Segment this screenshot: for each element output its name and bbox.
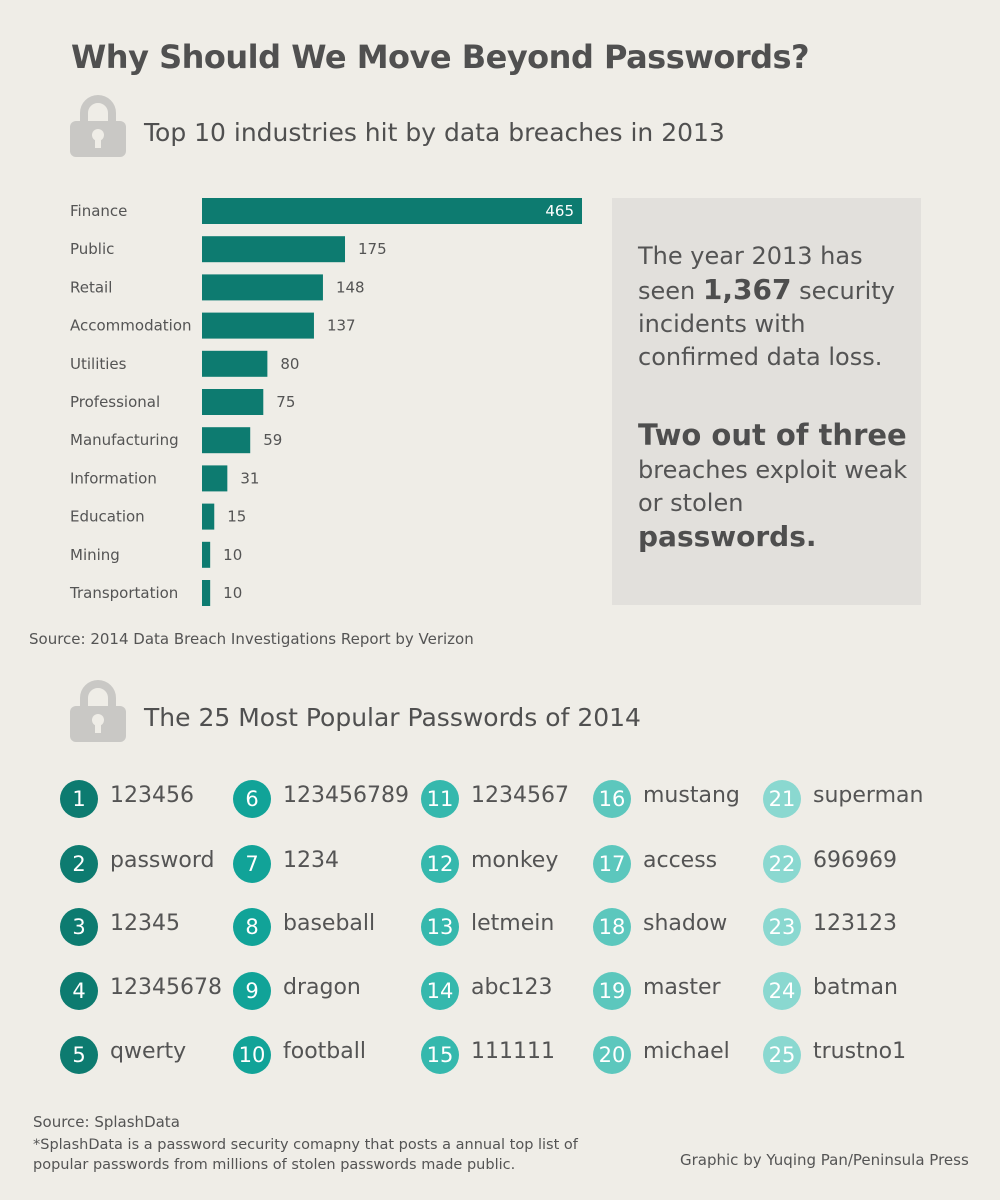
password-text: mustang (643, 783, 740, 808)
lock-icon (70, 95, 126, 159)
lock-icon (70, 680, 126, 744)
bar (202, 313, 314, 339)
password-text: trustno1 (813, 1039, 907, 1064)
section-title-industries: Top 10 industries hit by data breaches in 2013 (144, 118, 725, 147)
callout-line2-mid: breaches exploit weak or stolen (638, 456, 908, 517)
rank-badge: 18 (593, 908, 631, 946)
data-label: 31 (240, 469, 260, 488)
bar (202, 427, 250, 453)
rank-badge: 10 (233, 1036, 271, 1074)
bar (202, 198, 582, 224)
data-label: 465 (545, 202, 574, 220)
rank-badge: 23 (763, 908, 801, 946)
data-label: 75 (276, 393, 296, 411)
password-text: 1234 (283, 848, 339, 873)
rank-badge: 19 (593, 972, 631, 1010)
rank-badge: 11 (421, 780, 459, 818)
password-text: letmein (471, 911, 555, 936)
password-text: 123456789 (283, 783, 409, 808)
data-label: 15 (227, 507, 247, 526)
category-label: Public (70, 240, 115, 259)
category-label: Information (70, 469, 157, 488)
rank-badge: 1 (60, 780, 98, 818)
category-label: Manufacturing (70, 431, 179, 450)
password-list (60, 780, 960, 1100)
password-text: qwerty (110, 1039, 187, 1064)
callout-line1-pre: The year 2013 has seen (638, 242, 863, 305)
rank-badge: 4 (60, 972, 98, 1010)
rank-badge: 16 (593, 780, 631, 818)
password-text: password (110, 848, 215, 873)
category-label: Finance (70, 202, 128, 220)
rank-badge: 20 (593, 1036, 631, 1074)
page-title: Why Should We Move Beyond Passwords? (71, 38, 810, 76)
password-text: access (643, 848, 718, 873)
bar (202, 580, 210, 606)
section-title-passwords: The 25 Most Popular Passwords of 2014 (144, 703, 641, 732)
rank-badge: 12 (421, 845, 459, 883)
rank-badge: 25 (763, 1036, 801, 1074)
rank-badge: 8 (233, 908, 271, 946)
bar (202, 465, 227, 491)
rank-badge: 3 (60, 908, 98, 946)
data-label: 59 (263, 431, 283, 450)
bar (202, 274, 323, 300)
bar (202, 542, 210, 568)
password-text: 123123 (813, 911, 897, 936)
rank-badge: 13 (421, 908, 459, 946)
data-label: 137 (326, 316, 356, 335)
callout-headline: Two out of three (638, 418, 907, 452)
chart-source: Source: 2014 Data Breach Investigations Report by Verizon (29, 630, 474, 648)
data-label: 10 (223, 584, 243, 602)
bar (202, 389, 263, 415)
rank-badge: 21 (763, 780, 801, 818)
industry-bar-chart (0, 190, 600, 620)
data-label: 10 (223, 545, 243, 564)
category-label: Education (70, 507, 145, 526)
rank-badge: 5 (60, 1036, 98, 1074)
rank-badge: 7 (233, 845, 271, 883)
rank-badge: 9 (233, 972, 271, 1010)
rank-badge: 17 (593, 845, 631, 883)
password-text: 1234567 (471, 783, 569, 808)
password-text: shadow (643, 911, 728, 936)
bar (202, 236, 345, 262)
callout-incidents-text (638, 240, 918, 374)
category-label: Transportation (70, 584, 179, 602)
graphic-credit: Graphic by Yuqing Pan/Peninsula Press (680, 1151, 969, 1169)
bar (202, 351, 267, 377)
password-text: 12345 (110, 911, 180, 936)
rank-badge: 2 (60, 845, 98, 883)
rank-badge: 22 (763, 845, 801, 883)
password-text: dragon (283, 975, 361, 1000)
category-label: Accommodation (70, 316, 192, 335)
rank-badge: 15 (421, 1036, 459, 1074)
password-text: master (643, 975, 721, 1000)
data-label: 175 (358, 240, 387, 259)
callout-line2-end: passwords. (638, 520, 817, 553)
data-label: 148 (335, 278, 365, 297)
bar (202, 504, 214, 530)
password-text: superman (813, 783, 924, 808)
data-label: 80 (280, 354, 300, 373)
password-text: baseball (283, 911, 376, 936)
password-text: batman (813, 975, 898, 1000)
password-text: abc123 (471, 975, 553, 1000)
category-label: Retail (70, 278, 113, 297)
category-label: Mining (70, 545, 120, 564)
category-label: Professional (70, 393, 161, 411)
password-text: 111111 (471, 1039, 555, 1064)
stats-callout (612, 198, 921, 605)
password-text: michael (643, 1039, 730, 1064)
footer-note: *SplashData is a password security comapny that posts a annual top list of popular passwords from millions of stolen passwords made public. (33, 1137, 578, 1173)
rank-badge: 6 (233, 780, 271, 818)
password-text: 696969 (813, 848, 897, 873)
rank-badge: 14 (421, 972, 459, 1010)
footer-source: Source: SplashData (33, 1113, 180, 1131)
callout-passwords-text (638, 416, 918, 555)
password-text: monkey (471, 848, 559, 873)
password-text: 123456 (110, 783, 194, 808)
password-text: football (283, 1039, 366, 1064)
category-label: Utilities (70, 354, 127, 373)
callout-line1-post: security incidents with confirmed data loss. (638, 277, 895, 371)
password-text: 12345678 (110, 975, 222, 1000)
rank-badge: 24 (763, 972, 801, 1010)
callout-incident-count: 1,367 (702, 273, 792, 306)
